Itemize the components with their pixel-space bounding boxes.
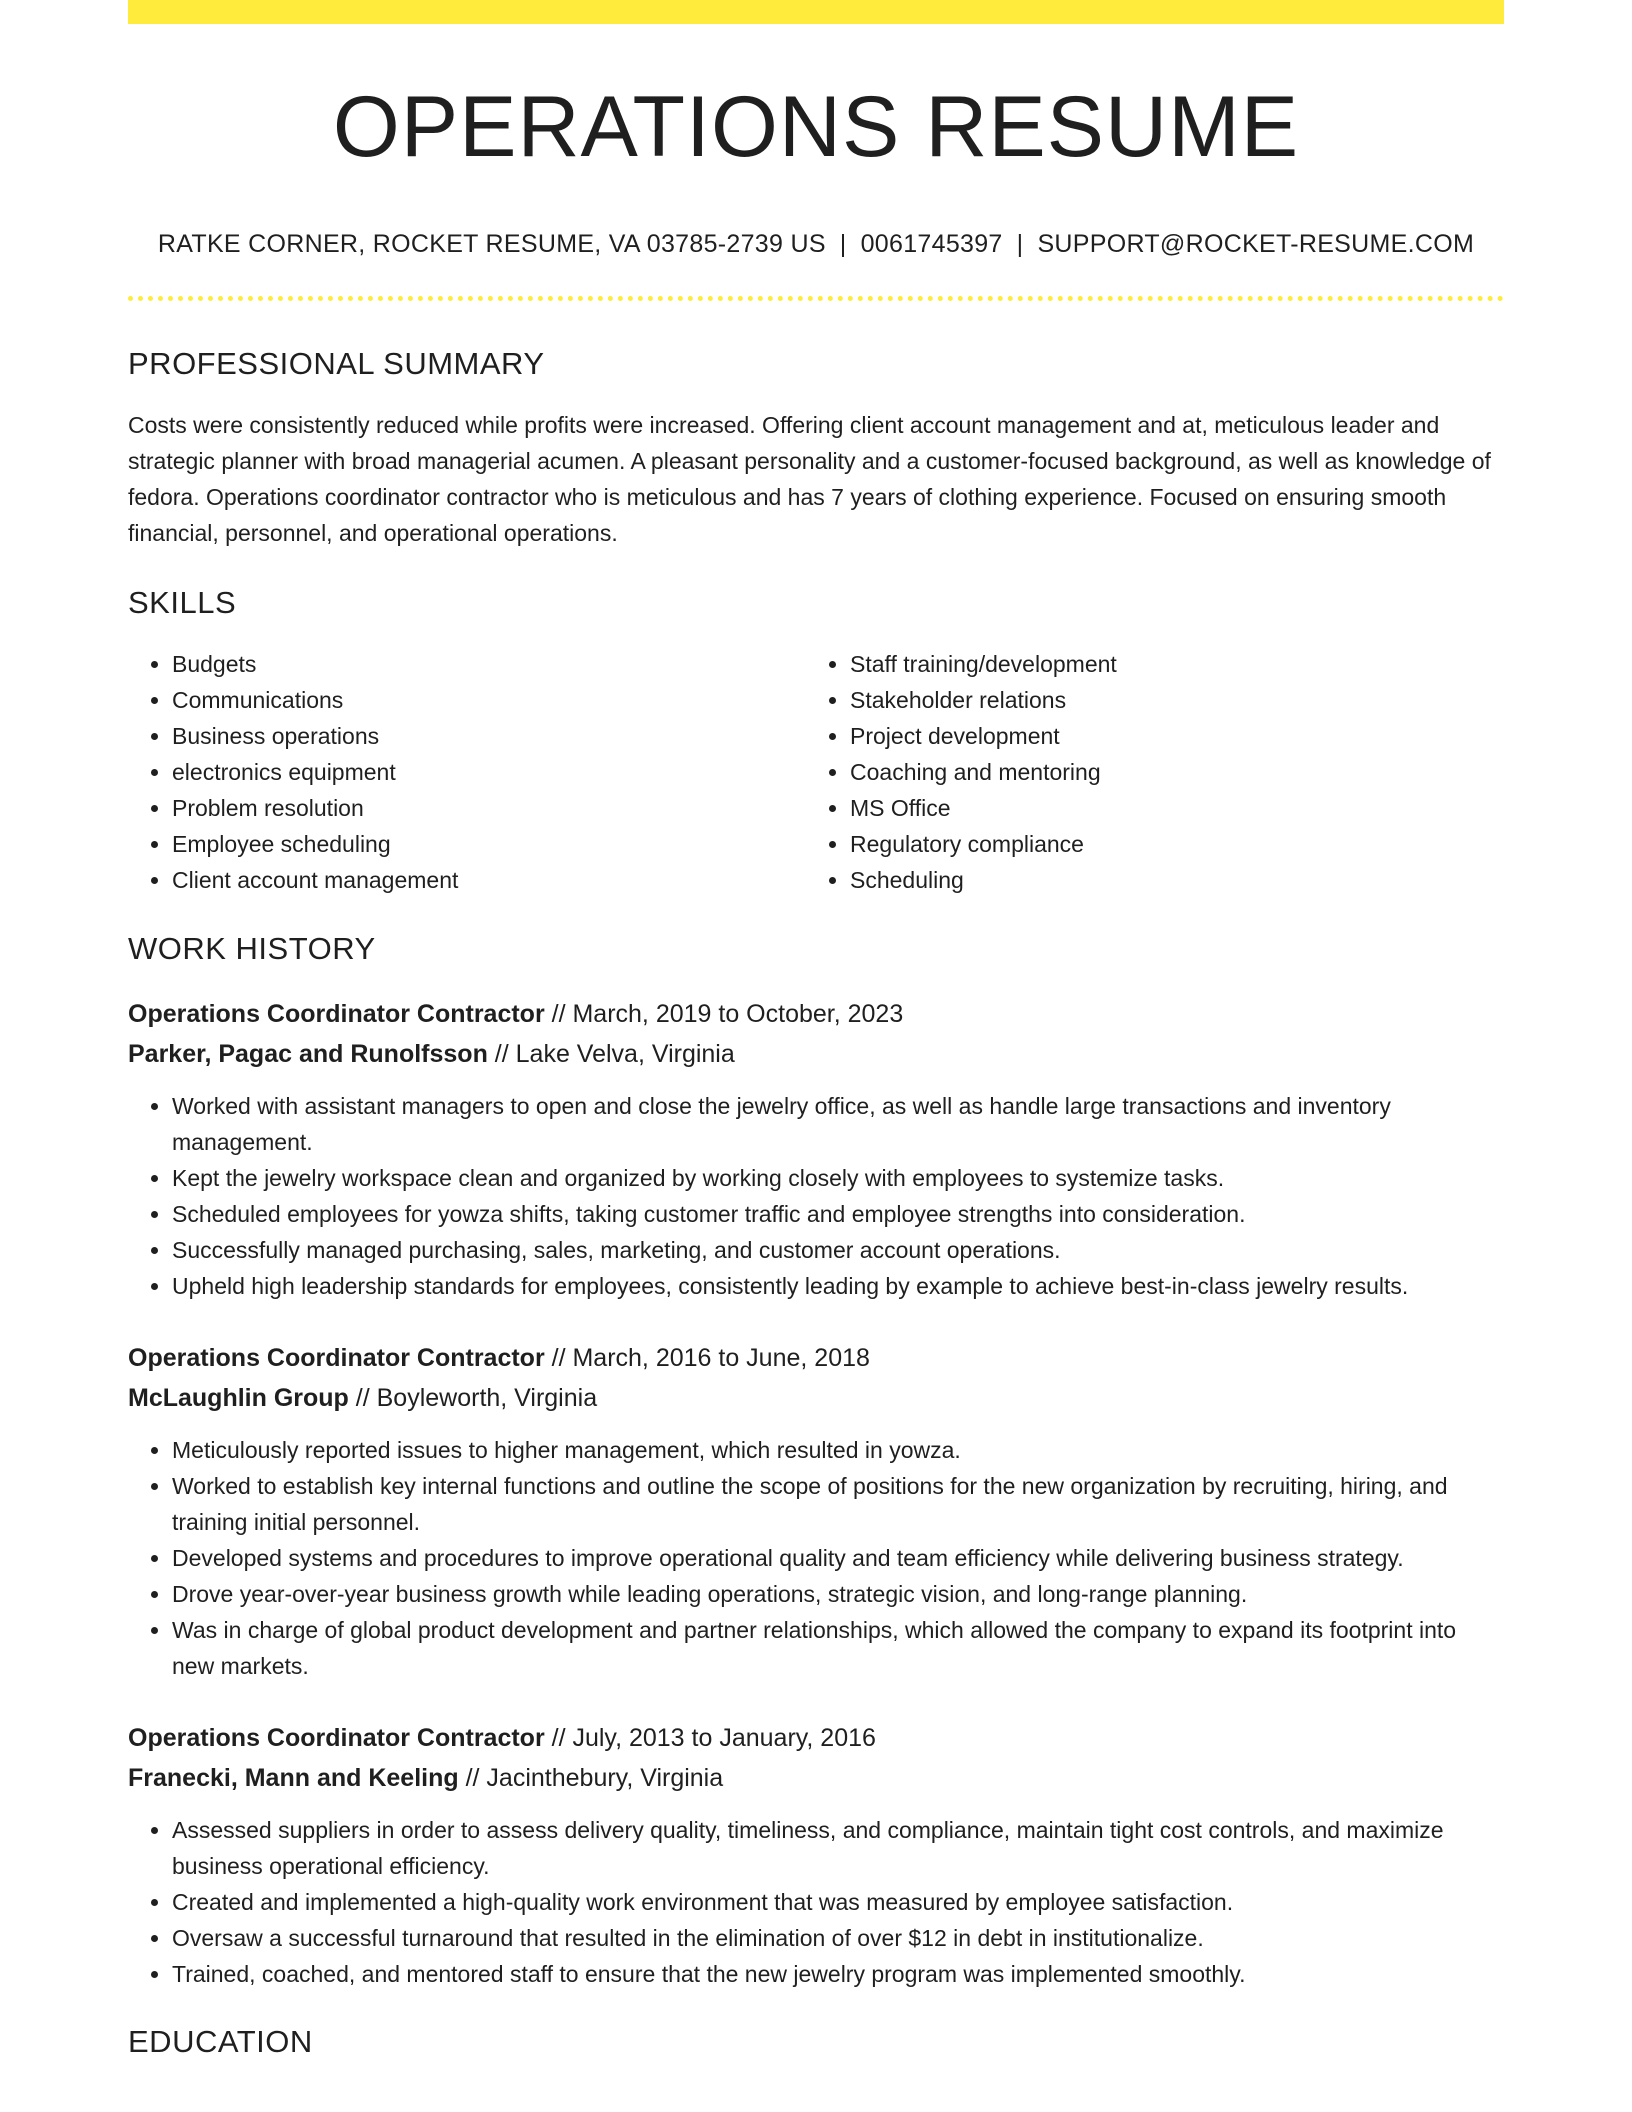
skills-list-left xyxy=(128,646,806,898)
contact-line xyxy=(128,232,1504,257)
job-bullet: • Scheduled employees for yowza shifts, taking customer traffic and employee strengths into consideration. xyxy=(172,1196,1504,1232)
education-heading: EDUCATION xyxy=(128,2024,313,2059)
job-company-line xyxy=(128,1758,1504,1798)
work-history-heading: WORK HISTORY xyxy=(128,931,376,966)
job-bullet: • Assessed suppliers in order to assess delivery quality, timeliness, and compliance, maintain tight cost controls, and maximize business operational efficiency. xyxy=(172,1812,1504,1884)
job-role: Operations Coordinator Contractor xyxy=(128,1344,545,1372)
skill-item: • Problem resolution xyxy=(172,790,806,826)
job-role: Operations Coordinator Contractor xyxy=(128,1724,545,1752)
skills-heading: SKILLS xyxy=(128,585,237,620)
skill-item: • Communications xyxy=(172,682,806,718)
job-location: // Lake Velva, Virginia xyxy=(494,1040,735,1068)
job-bullet: • Created and implemented a high-quality work environment that was measured by employee satisfaction. xyxy=(172,1884,1504,1920)
job-entry xyxy=(128,1718,1504,1992)
skills-list-right xyxy=(806,646,1484,898)
skill-item: • Employee scheduling xyxy=(172,826,806,862)
job-bullet: • Kept the jewelry workspace clean and organized by working closely with employees to systemize tasks. xyxy=(172,1160,1504,1196)
job-dates: // March, 2019 to October, 2023 xyxy=(551,1000,904,1028)
job-role-line xyxy=(128,1338,1504,1378)
accent-bar xyxy=(128,0,1504,24)
skill-item: • Coaching and mentoring xyxy=(850,754,1484,790)
resume-page xyxy=(128,0,1504,2057)
job-company-line xyxy=(128,1034,1504,1074)
job-dates: // March, 2016 to June, 2018 xyxy=(551,1344,870,1372)
job-bullet: • Worked with assistant managers to open and close the jewelry office, as well as handle large transactions and inventory management. xyxy=(172,1088,1504,1160)
job-company: McLaughlin Group xyxy=(128,1384,349,1412)
resume-title: OPERATIONS RESUME xyxy=(332,79,1300,175)
job-bullet: • Upheld high leadership standards for employees, consistently leading by example to achieve best-in-class jewelry results. xyxy=(172,1268,1504,1304)
job-bullet: • Successfully managed purchasing, sales, marketing, and customer account operations. xyxy=(172,1232,1504,1268)
skill-item: • Budgets xyxy=(172,646,806,682)
job-bullet: • Drove year-over-year business growth while leading operations, strategic vision, and long-range planning. xyxy=(172,1576,1504,1612)
job-entry xyxy=(128,994,1504,1304)
contact-address: RATKE CORNER, ROCKET RESUME, VA 03785-2739 US xyxy=(157,230,826,258)
job-bullet: • Developed systems and procedures to improve operational quality and team efficiency while delivering business strategy. xyxy=(172,1540,1504,1576)
dotted-divider xyxy=(128,296,1504,301)
contact-separator: | xyxy=(839,230,847,258)
skill-item: • MS Office xyxy=(850,790,1484,826)
job-bullets xyxy=(128,1088,1504,1304)
job-location: // Boyleworth, Virginia xyxy=(355,1384,598,1412)
job-bullets xyxy=(128,1432,1504,1684)
summary-text: Costs were consistently reduced while profits were increased. Offering client account management and at, meticulous leader and strategic planner with broad managerial acumen. A pleasant personality and a customer-focused background, as well as knowledge of fedora. Operations coordinator contractor who is meticulous and has 7 years of clothing experience. Focused on ensuring smooth financial, personnel, and operational operations. xyxy=(128,412,1491,546)
summary-heading: PROFESSIONAL SUMMARY xyxy=(128,346,545,381)
contact-separator: | xyxy=(1016,230,1024,258)
skill-item: • Business operations xyxy=(172,718,806,754)
job-company-line xyxy=(128,1378,1504,1418)
contact-phone: 0061745397 xyxy=(860,230,1003,258)
skills-columns xyxy=(128,646,1504,898)
job-entry xyxy=(128,1338,1504,1684)
job-role-line xyxy=(128,1718,1504,1758)
job-role: Operations Coordinator Contractor xyxy=(128,1000,545,1028)
skill-item: • Staff training/development xyxy=(850,646,1484,682)
skill-item: • Project development xyxy=(850,718,1484,754)
job-bullet: • Worked to establish key internal functions and outline the scope of positions for the new organization by recruiting, hiring, and training initial personnel. xyxy=(172,1468,1504,1540)
job-dates: // July, 2013 to January, 2016 xyxy=(551,1724,876,1752)
skill-item: • Client account management xyxy=(172,862,806,898)
job-bullet: • Trained, coached, and mentored staff to ensure that the new jewelry program was implemented smoothly. xyxy=(172,1956,1504,1992)
skill-item: • electronics equipment xyxy=(172,754,806,790)
job-location: // Jacinthebury, Virginia xyxy=(465,1764,724,1792)
job-bullet: • Meticulously reported issues to higher management, which resulted in yowza. xyxy=(172,1432,1504,1468)
job-company: Parker, Pagac and Runolfsson xyxy=(128,1040,488,1068)
contact-email: SUPPORT@ROCKET-RESUME.COM xyxy=(1037,230,1475,258)
job-bullets xyxy=(128,1812,1504,1992)
skill-item: • Regulatory compliance xyxy=(850,826,1484,862)
job-bullet: • Was in charge of global product development and partner relationships, which allowed the company to expand its footprint into new markets. xyxy=(172,1612,1504,1684)
job-bullet: • Oversaw a successful turnaround that resulted in the elimination of over $12 in debt in institutionalize. xyxy=(172,1920,1504,1956)
job-role-line xyxy=(128,994,1504,1034)
job-company: Franecki, Mann and Keeling xyxy=(128,1764,459,1792)
skill-item: • Stakeholder relations xyxy=(850,682,1484,718)
skill-item: • Scheduling xyxy=(850,862,1484,898)
